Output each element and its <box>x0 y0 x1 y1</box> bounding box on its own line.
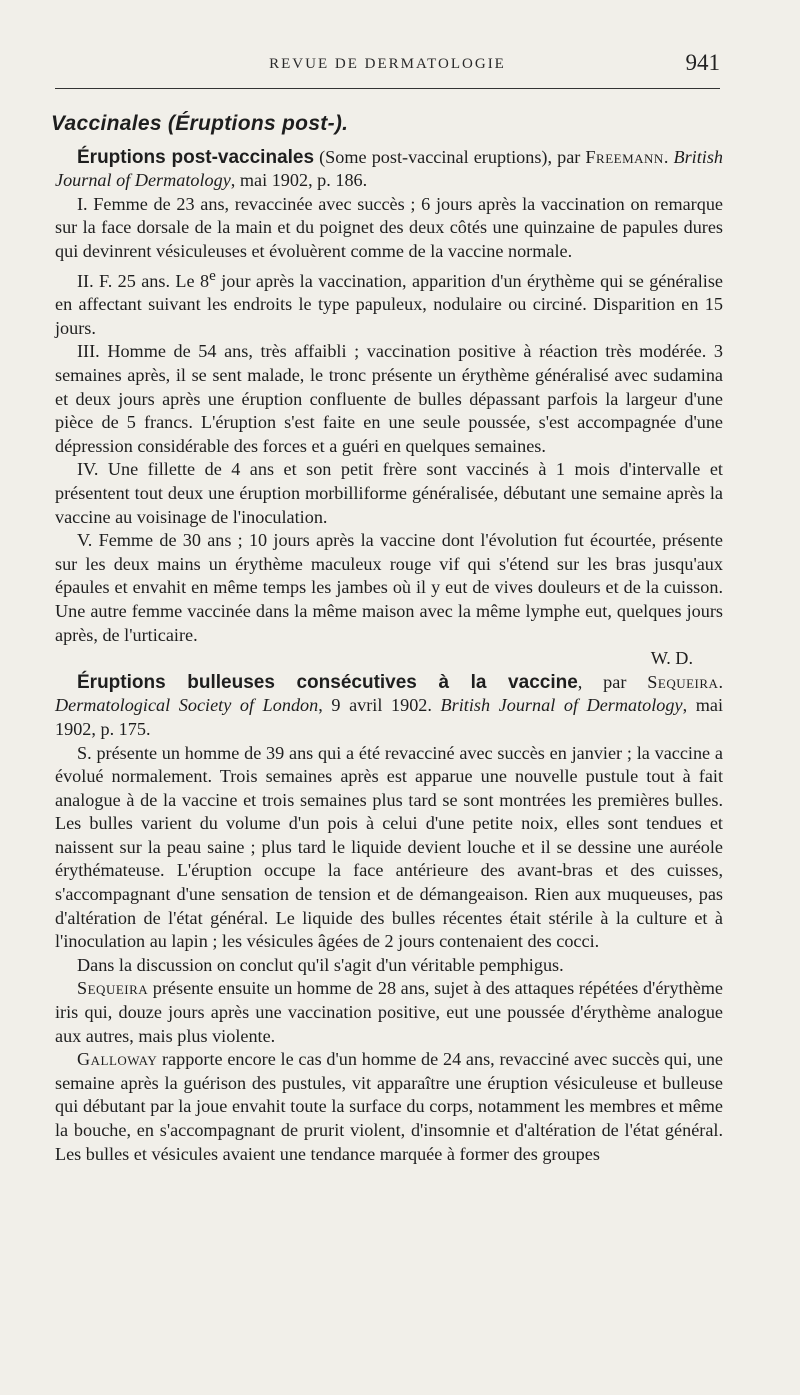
article-2-para-1: S. présente un homme de 39 ans qui a été revacciné avec succès en janvier ; la vaccine a évolué normalement. Trois semaines après est apparue une nouvelle pustule tout à fait analogue à de la vaccine et trois semaines plus tard se sont montrées les premières bulles. Les bulles varient du volume d'un pois à celui d'une petite noix, elles sont tendues et naissent sur la peau saine ; plus tard le liquide devient louche et il se dessine une auréole érythémateuse. L'éruption occupe la face antérieure des avant-bras et des cuisses, s'accompagnant d'une sensation de tension et de démangeaison. Rien aux muqueuses, pas d'altération de l'état général. Le liquide des bulles récentes était stérile à la culture et à l'inoculation au lapin ; les vésicules âgées de 2 jours contenaient des cocci. <box>55 742 723 952</box>
article-2-para-2: Dans la discussion on conclut qu'il s'agit d'un véritable pemphigus. <box>77 954 564 975</box>
case-2 <box>55 264 723 341</box>
article-2-journal-1: Dermatological Society of London <box>55 695 319 716</box>
case-2-rest: jour après la vaccination, apparition d'un érythème qui se généralise en affectant suivant les endroits le type papuleux, nodulaire ou circiné. Disparition en 15 jours. <box>55 270 723 338</box>
page-number: 941 <box>685 50 720 75</box>
article-2-para-3-text: présente ensuite un homme de 28 ans, sujet à des attaques répétées d'érythème iris qui, douze jours après une vaccination positive, eut une poussée d'érythème analogue aux autres, mais plus violente. <box>55 978 723 1046</box>
article-2-journal-2: British Journal of Dermatology <box>440 695 683 716</box>
article-1-heading: Éruptions post-vaccinales (Some post-vaccinal eruptions), par Freemann. British Journal of Dermatology, mai 1902, p. 186. <box>55 146 723 191</box>
article-2-para-4 <box>55 1048 723 1166</box>
case-2-start: II. F. 25 ans. Le 8 <box>77 270 210 291</box>
article-2-para-3 <box>55 977 723 1048</box>
article-1-title: Éruptions post-vaccinales <box>77 146 315 168</box>
case-3: III. Homme de 54 ans, très affaibli ; vaccination positive à réaction très modérée. 3 semaines après, il se sent malade, le tronc présente un érythème généralisé avec sudamina et deux jours après une éruption confluente de bulles dépassant parfois la largeur d'une pièce de 5 francs. L'éruption s'est faite en une seule poussée, s'est accompagnée d'une dépression considérable des forces et a guéri en quelques semaines. <box>55 341 723 456</box>
case-1: I. Femme de 23 ans, revaccinée avec succès ; 6 jours après la vaccination on remarque sur la face dorsale de la main et du poignet des deux côtés une quinzaine de papules dures qui devinrent vésiculeuses et évoluèrent comme de la vaccine normale. <box>55 193 723 261</box>
article-2-heading: Éruptions bulleuses consécutives à la vaccine, par Sequeira. Dermatological Society of London, 9 avril 1902. British Journal of Dermatology, mai 1902, p. 175. <box>55 671 723 739</box>
article-1-title-rest: (Some post-vaccinal eruptions), par <box>314 146 586 167</box>
article-2-author: Sequeira <box>647 671 719 692</box>
section-title: Vaccinales (Éruptions post-). <box>51 112 349 135</box>
article-2-title: Éruptions bulleuses consécutives à la vaccine <box>77 671 578 693</box>
article-1-journal: British Journal of Dermatology <box>55 146 723 191</box>
page-header <box>55 52 720 89</box>
page-body <box>51 112 723 1166</box>
article-2-citation: , mai 1902, p. 175. <box>55 695 723 739</box>
running-title: REVUE DE DERMATOLOGIE <box>269 56 506 72</box>
article-2-para-3-author: Sequeira <box>77 978 149 999</box>
article-2-para-4-text: rapporte encore le cas d'un homme de 24 ans, revacciné avec succès qui, une semaine après la guérison des pustules, vit apparaître une éruption vésiculeuse et bulleuse qui débutant par la joue envahit toute la surface du corps, notamment les membres et même la bouche, en s'accompagnant de prurit violent, d'insomnie et d'altération de l'état général. Les bulles et vésicules avaient une tendance marquée à former des groupes <box>55 1049 723 1164</box>
article-1-signature: W. D. <box>650 648 693 669</box>
article-2-para-4-author: Galloway <box>77 1049 158 1070</box>
article-1-citation: , mai 1902, p. 186. <box>230 170 368 191</box>
signature-line <box>55 647 723 671</box>
case-5: V. Femme de 30 ans ; 10 jours après la vaccine dont l'évolution fut écourtée, présente sur les deux mains un érythème maculeux rouge vif qui s'étend sur les bras jusqu'aux épaules et envahit en même temps les jambes où il y eut de vives douleurs et de la cuisson. Une autre femme vaccinée dans la même maison avec la même lymphe eut, quelques jours après, de l'urticaire. <box>55 530 723 645</box>
case-2-superscript: e <box>209 266 216 284</box>
article-2-title-rest: , par <box>577 671 648 692</box>
case-4: IV. Une fillette de 4 ans et son petit frère sont vaccinés à 1 mois d'intervalle et présentent tout deux une éruption morbilliforme généralisée, débutant une semaine après la vaccine au voisinage de l'inoculation. <box>55 459 723 527</box>
article-2-date: , 9 avril 1902. <box>318 695 441 716</box>
article-1-author: Freemann <box>585 146 664 167</box>
